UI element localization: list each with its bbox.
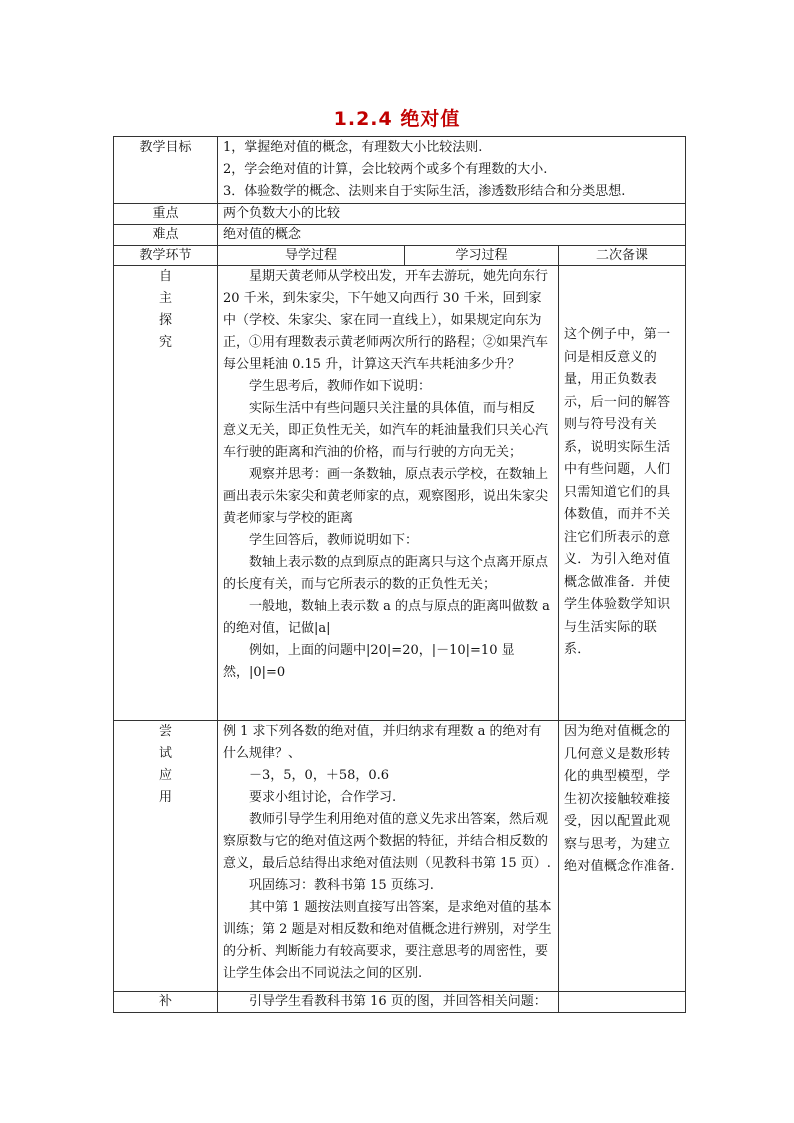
explore-label-char: 探: [158, 313, 172, 328]
apply-paragraph: 教师引导学生利用绝对值的意义先求出答案，然后观察原数与它的绝对值这两个数据的特征，并结合相反数的意义，最后总结得出求绝对值法则（见教科书第 15 页）.: [223, 812, 551, 871]
header-stage: 教学环节: [114, 246, 218, 266]
difficulty-label: 难点: [114, 225, 218, 246]
apply-content: [218, 721, 559, 992]
lesson-plan-table: [113, 136, 686, 1013]
explore-paragraph: 学生回答后，教师说明如下：: [249, 533, 419, 548]
objectives-content: [218, 137, 686, 204]
apply-note: 因为绝对值概念的几何意义是数形转化的典型模型，学生初次接触较难接受，因以配置此观察与思考，为建立绝对值概念作准备.: [559, 721, 686, 992]
explore-content: [218, 266, 559, 721]
explore-label-char: 主: [158, 291, 172, 306]
apply-paragraph: 要求小组讨论，合作学习.: [249, 790, 397, 805]
explore-label-char: 自: [158, 269, 172, 284]
explore-paragraph: 例如，上面的问题中|20|=20，|－10|=10 显然，|0|=0: [223, 643, 515, 680]
header-learn: 学习过程: [405, 246, 559, 266]
header-guide: 导学过程: [218, 246, 405, 266]
objectives-label: 教学目标: [114, 137, 218, 204]
apply-paragraph: －3，5，0，＋58，0.6: [249, 768, 390, 783]
page-title: 1.2.4 绝对值: [333, 108, 461, 130]
apply-paragraph: 其中第 1 题按法则直接写出答案，是求绝对值的基本训练；第 2 题是对相反数和绝对值概念进行辨别，对学生的分析、判断能力有较高要求，要注意思考的周密性，要让学生体会出不同说法之间的区别.: [223, 900, 552, 981]
explore-paragraph: 数轴上表示数的点到原点的距离只与这个点离开原点的长度有关，而与它所表示的数的正负性无关；: [223, 555, 549, 592]
explore-paragraph: 实际生活中有些问题只关注量的具体值，而与相反: [249, 401, 536, 416]
explore-paragraph: 星期天黄老师从学校出发，开车去游玩，她先向东行 20 千米，到朱家尖，下午她又向西行 30 千米，回到家中（学校、朱家尖、家在同一直线上），如果规定向东为正，①用有理数表示黄老师两次所行的路程；②如果汽车每公里耗油 0.15 升，计算这天汽车共耗油多少升？: [223, 269, 549, 372]
objective-line: 2，学会绝对值的计算，会比较两个或多个有理数的大小.: [223, 162, 548, 177]
supplement-label: 补: [114, 992, 218, 1013]
explore-label: [114, 266, 218, 721]
explore-paragraph: 一般地，数轴上表示数 a 的点与原点的距离叫做数 a 的绝对值，记做|a|: [223, 599, 550, 636]
supplement-text: 引导学生看教科书第 16 页的图，并回答相关问题：: [218, 992, 559, 1013]
explore-label-char: 究: [158, 335, 172, 350]
apply-label-char: 应: [158, 768, 172, 783]
apply-label-char: 尝: [158, 724, 172, 739]
apply-label-char: 试: [158, 746, 172, 761]
explore-paragraph: 观察并思考：画一条数轴，原点表示学校，在数轴上画出表示朱家尖和黄老师家的点，观察图形，说出朱家尖黄老师家与学校的距离: [223, 467, 549, 526]
apply-label: [114, 721, 218, 992]
apply-paragraph: 巩固练习：教科书第 15 页练习.: [249, 878, 434, 893]
key-point-text: 两个负数大小的比较: [218, 204, 686, 225]
header-prep: 二次备课: [559, 246, 686, 266]
apply-paragraph: 例 1 求下列各数的绝对值，并归纳求有理数 a 的绝对有什么规律？、: [223, 724, 542, 761]
objective-line: 1，掌握绝对值的概念，有理数大小比较法则.: [223, 140, 483, 155]
explore-paragraph: 意义无关，即正负性无关，如汽车的耗油量我们只关心汽车行驶的距离和汽油的价格，而与行驶的方向无关；: [223, 423, 549, 460]
objective-line: 3．体验数学的概念、法则来自于实际生活，渗透数形结合和分类思想.: [223, 184, 626, 199]
apply-label-char: 用: [158, 790, 172, 805]
key-point-label: 重点: [114, 204, 218, 225]
explore-paragraph: 学生思考后，教师作如下说明：: [249, 379, 432, 394]
difficulty-text: 绝对值的概念: [218, 225, 686, 246]
supplement-note: [559, 992, 686, 1013]
explore-note: 这个例子中，第一问是相反意义的量，用正负数表示，后一问的解答则与符号没有关系，说明实际生活中有些问题，人们只需知道它们的具体数值，而并不关注它们所表示的意义．为引入绝对值概念做准备．并使学生体验数学知识与生活实际的联系．: [559, 266, 686, 721]
